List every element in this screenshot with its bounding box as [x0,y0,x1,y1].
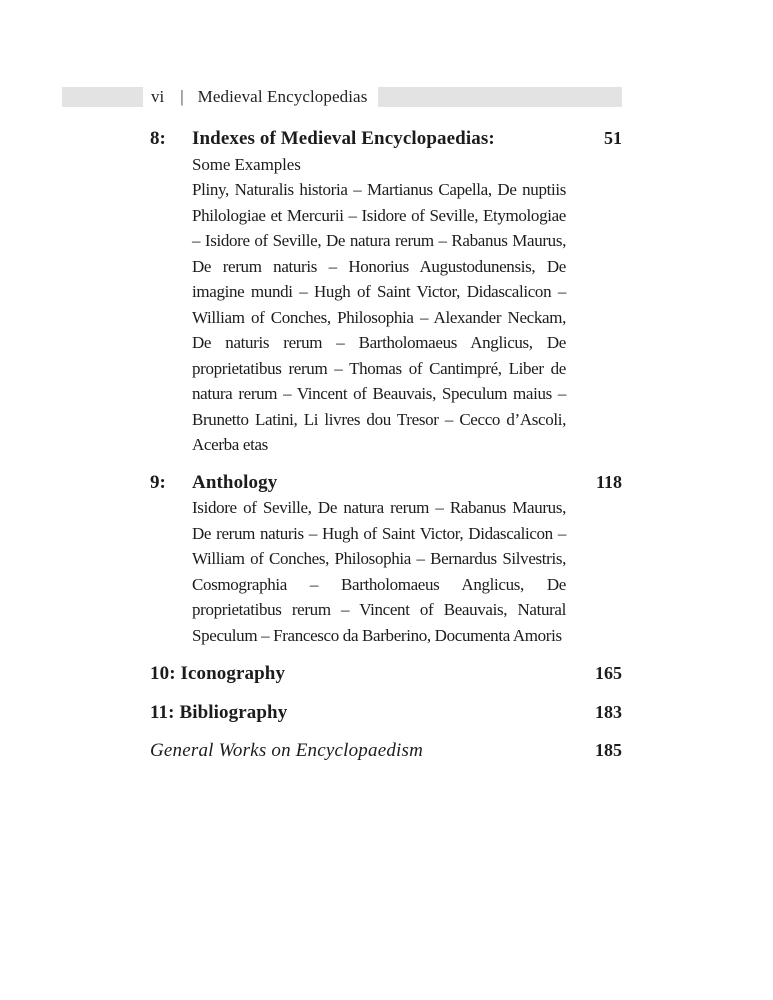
chapter-contents-description: Isidore of Seville, De natura rerum – Rabanus Maurus, De rerum naturis – Hugh of Saint Victor, Didascalicon – William of Conches, Philosophia – Bernardus Silvestris, Cosmographia – Bartholomaeus Anglicus, De proprietatibus rerum – Vincent of Beauvais, Natural Speculum – Francesco da Barberino, Documenta Amoris [192,498,566,645]
running-title: Medieval Encyclopedias [197,87,368,106]
chapter-page-number: 165 [595,663,622,683]
chapter-number: 8: [150,128,166,149]
running-header [62,86,622,108]
header-separator: | [180,87,184,106]
chapter-number: 10: [150,663,176,684]
chapter-heading [150,661,585,687]
toc-entry-indexes [150,126,622,458]
section-page-number: 185 [595,740,622,760]
toc-entry-heading [150,126,622,152]
toc-entry-bibliography [150,700,622,726]
chapter-contents-description: Pliny, Naturalis historia – Martianus Capella, De nuptiis Philologiae et Mercurii – Isidore of Seville, Etymologiae – Isidore of Seville, De natura rerum – Rabanus Maurus, De rerum naturis – Honorius Augustodunensis, De imagine mundi – Hugh of Saint Victor, Didascalicon – William of Conches, Philosophia – Alexander Neckam, De naturis rerum – Bartholomaeus Anglicus, De proprietatibus rerum – Thomas of Cantimpré, Liber de natura rerum – Vincent of Beauvais, Speculum maius – Brunetto Latini, Li livres dou Tresor – Cecco d’Ascoli, Acerba etas [192,180,566,454]
section-title: General Works on Encyclopaedism [150,740,424,761]
chapter-page-number: 51 [604,128,622,148]
toc-entry-iconography [150,661,622,687]
toc-entry-general-works [150,738,622,764]
chapter-number: 11: [150,701,175,723]
chapter-page-number: 118 [595,471,622,492]
chapter-subtitle: Some Examples [192,154,301,174]
chapter-page-number: 183 [595,701,622,722]
toc-entry-heading [150,470,622,496]
toc-entry-anthology [150,470,622,649]
table-of-contents [150,126,622,764]
folio-page-number: vi [151,87,165,106]
chapter-title: Iconography [180,663,286,684]
chapter-title: Anthology [192,471,278,493]
chapter-number: 9: [150,471,166,493]
chapter-title: Indexes of Medieval Encyclopaedias: [192,128,495,149]
header-rule-right [378,87,622,107]
chapter-heading [150,700,585,726]
chapter-title: Bibliography [179,701,288,723]
header-rule-left [62,87,143,107]
